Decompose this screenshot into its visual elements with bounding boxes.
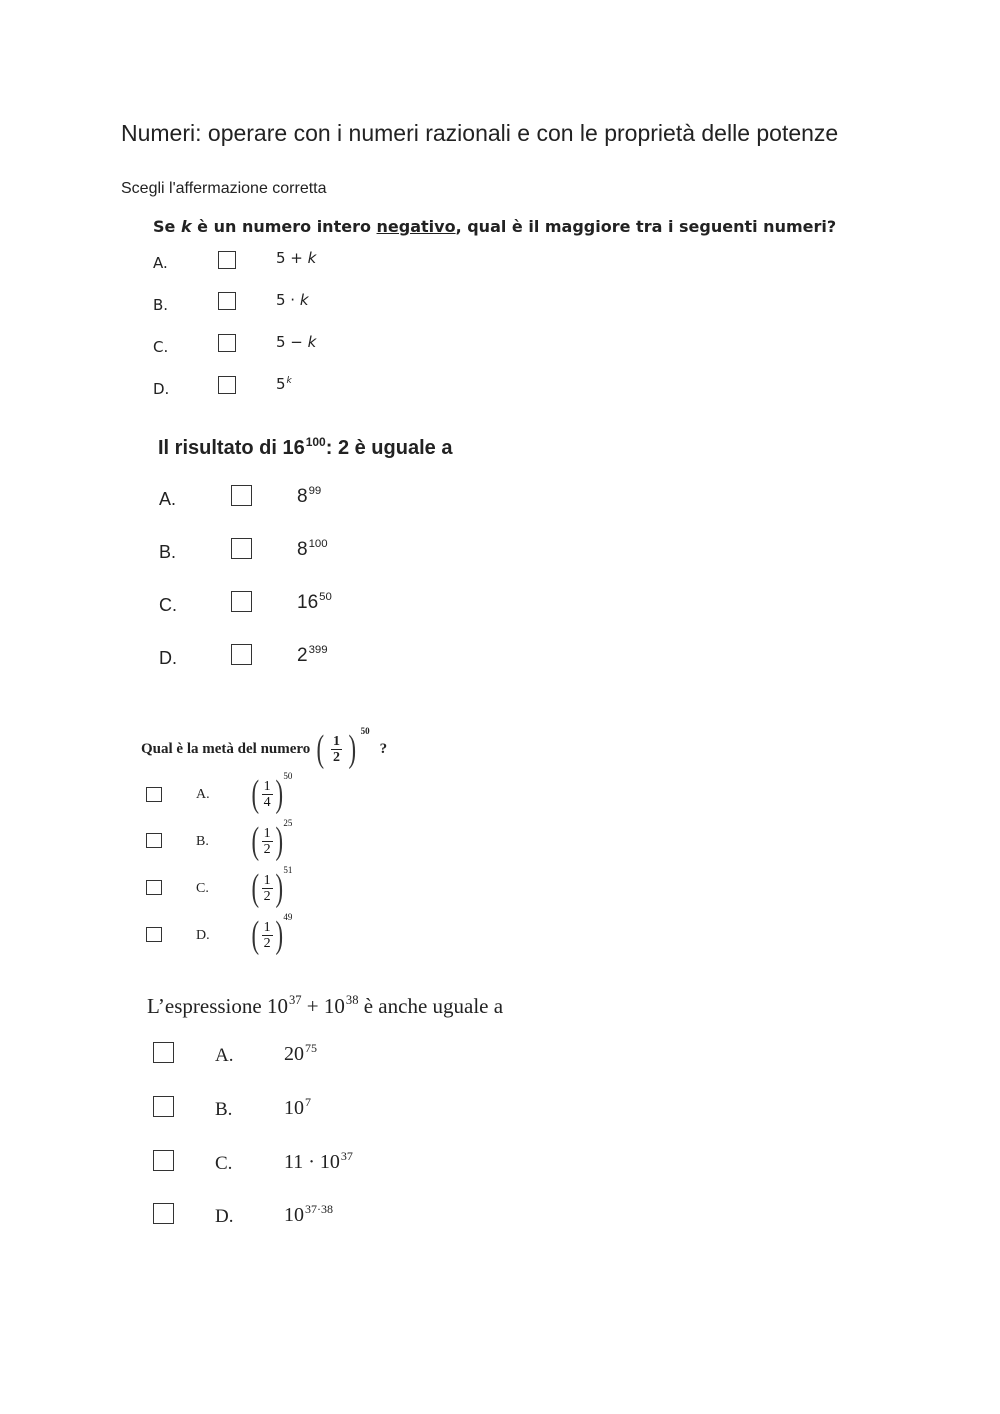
q2-option-a-letter: A. [159, 489, 177, 509]
q2-option-a-checkbox[interactable] [231, 485, 252, 506]
q1-option-b-checkbox[interactable] [218, 292, 236, 310]
q1-option-b-letter: B. [153, 296, 169, 314]
q1-option-a-checkbox[interactable] [218, 251, 236, 269]
q4-option-d-letter: D. [215, 1206, 234, 1227]
q2-option-c-checkbox[interactable] [231, 591, 252, 612]
q1-option-d-checkbox[interactable] [218, 376, 236, 394]
q2-option-a-value: $8^{99}$ [297, 485, 322, 507]
q2-option-b-letter: B. [159, 542, 177, 562]
q2-option-d-checkbox[interactable] [231, 644, 252, 665]
q4-option-a-letter: A. [215, 1045, 234, 1066]
q1-option-d-value: 5$^k$ [276, 375, 292, 393]
question-1-text: Se k è un numero intero negativo, qual è il maggiore tra i seguenti numeri? [153, 217, 837, 236]
q3-option-c-letter: C. [196, 881, 209, 896]
q1-option-a-letter: A. [153, 254, 168, 272]
q2-option-c-value: $16^{50}$ [297, 591, 332, 613]
q1-option-c-letter: C. [153, 338, 169, 356]
q3-option-d-value: ( $\frac{1}{2}$ ) 49 [251, 912, 293, 956]
q2-option-d-letter: D. [159, 648, 177, 668]
q4-option-b-checkbox[interactable] [153, 1096, 174, 1117]
q4-option-c-letter: C. [215, 1153, 233, 1174]
q3-option-c-checkbox[interactable] [146, 880, 162, 895]
question-2-text: Il risultato di $16^{100}$: 2 è uguale a [158, 434, 453, 459]
question-4-text: L’espressione $10^{37} + 10^{38}$ è anche uguale a [147, 993, 504, 1018]
page-title: Numeri: operare con i numeri razionali e con le proprietà delle potenze [121, 120, 839, 146]
q3-option-b-checkbox[interactable] [146, 833, 162, 848]
q2-option-d-value: $2^{399}$ [297, 644, 328, 666]
instruction-text: Scegli l'affermazione corretta [121, 180, 327, 197]
q3-option-c-value: ( $\frac{1}{2}$ ) 51 [251, 865, 293, 909]
q3-option-a-letter: A. [196, 787, 210, 802]
q3-option-a-checkbox[interactable] [146, 787, 162, 802]
q3-option-b-value: ( $\frac{1}{2}$ ) 25 [251, 818, 293, 862]
q4-option-c-value: $11 \cdot 10^{37}$ [284, 1148, 353, 1173]
q4-option-d-value: $10^{37\cdot 38}$ [284, 1201, 333, 1226]
q1-option-d-letter: D. [153, 380, 170, 398]
q1-option-a-value: 5 + k [276, 249, 317, 267]
q3-option-a-value: ( $\frac{1}{4}$ ) 50 [251, 771, 293, 815]
question-3-text: Qual è la metà del numero ( $\frac{1}{2}$ ) 50 ? [141, 726, 388, 770]
q3-option-b-letter: B. [196, 834, 209, 849]
q3-fraction: $\frac{1}{2}$ [332, 733, 340, 765]
q4-option-d-checkbox[interactable] [153, 1203, 174, 1224]
q1-option-c-value: 5 − k [276, 333, 317, 351]
q2-option-c-letter: C. [159, 595, 177, 615]
q2-option-b-checkbox[interactable] [231, 538, 252, 559]
q3-option-d-letter: D. [196, 928, 210, 943]
q4-option-a-value: $20^{75}$ [284, 1040, 317, 1065]
q4-option-b-value: $10^7$ [284, 1094, 311, 1119]
q2-option-b-value: $8^{100}$ [297, 538, 328, 560]
q1-option-b-value: 5 · k [276, 291, 309, 309]
q3-option-d-checkbox[interactable] [146, 927, 162, 942]
q4-option-b-letter: B. [215, 1099, 233, 1120]
q4-option-a-checkbox[interactable] [153, 1042, 174, 1063]
q1-option-c-checkbox[interactable] [218, 334, 236, 352]
q4-option-c-checkbox[interactable] [153, 1150, 174, 1171]
